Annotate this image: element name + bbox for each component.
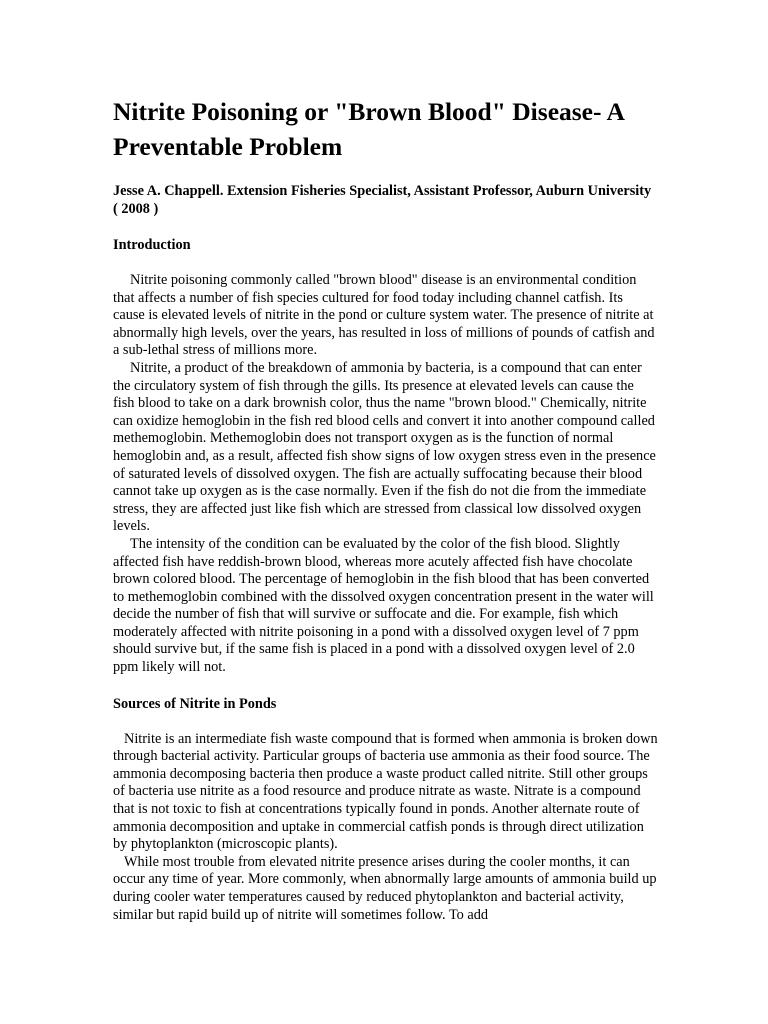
section-heading-sources: Sources of Nitrite in Ponds [113, 695, 277, 712]
paragraph: Nitrite, a product of the breakdown of ammonia by bacteria, is a compound that can enter the circulatory system of fish through the gills. Its presence at elevated levels can cause the fish blood to take on a dark brownish color, thus the name "brown blood." Chemically, nitrite can oxidize hemoglobin in the fish red blood cells and convert it into another compound called methemoglobin. Methemoglobin does not transport oxygen as is the function of normal hemoglobin and, as a result, affected fish show signs of low oxygen stress even in the presence of saturated levels of dissolved oxygen. The fish are actually suffocating because their blood cannot take up oxygen as is the case normally. Even if the fish do not die from the immediate stress, they are affected just like fish which are stressed from classical low dissolved oxygen levels. [113, 359, 656, 535]
paragraph: Nitrite poisoning commonly called "brown blood" disease is an environmental condition that affects a number of fish species cultured for food today including channel catfish. Its cause is elevated levels of nitrite in the pond or culture system water. The presence of nitrite at abnormally high levels, over the years, has resulted in loss of millions of pounds of catfish and a sub-lethal stress of millions more. [113, 272, 655, 359]
paragraph: While most trouble from elevated nitrite presence arises during the cooler months, it can occur any time of year. More commonly, when abnormally large amounts of ammonia build up during cooler water temperatures caused by reduced phytoplankton and bacterial activity, similar but rapid build up of nitrite will sometimes follow. To add [113, 853, 657, 923]
section-body-sources [113, 731, 658, 925]
paragraph: The intensity of the condition can be evaluated by the color of the fish blood. Slightly affected fish have reddish-brown blood, whereas more acutely affected fish have chocolate brown colored blood. The percentage of hemoglobin in the fish blood that has been converted to methemoglobin combined with the dissolved oxygen concentration present in the water will decide the number of fish that will survive or suffocate and die. For example, fish which moderately affected with nitrite poisoning in a pond with a dissolved oxygen level of 7 ppm should survive but, if the same fish is placed in a pond with a dissolved oxygen level of 2.0 ppm likely will not. [113, 535, 654, 676]
document-title: Nitrite Poisoning or "Brown Blood" Disease- A Preventable Problem [113, 97, 624, 161]
section-body-introduction [113, 272, 658, 677]
section-heading-introduction: Introduction [113, 237, 191, 253]
paragraph: Nitrite is an intermediate fish waste compound that is formed when ammonia is broken down through bacterial activity. Particular groups of bacteria use ammonia as their food source. The ammonia decomposing bacteria then produce a waste product called nitrite. Still other groups of bacteria use nitrite as a food resource and produce nitrate as waste. Nitrate is a compound that is not toxic to fish at concentrations typically found in ponds. Another alternate route of ammonia decomposition and uptake in commercial catfish ponds is through direct utilization by phytoplankton (microscopic plants). [113, 730, 658, 853]
author-line: Jesse A. Chappell. Extension Fisheries Specialist, Assistant Professor, Auburn University ( 2008 ) [113, 183, 652, 217]
document-page [113, 94, 658, 924]
